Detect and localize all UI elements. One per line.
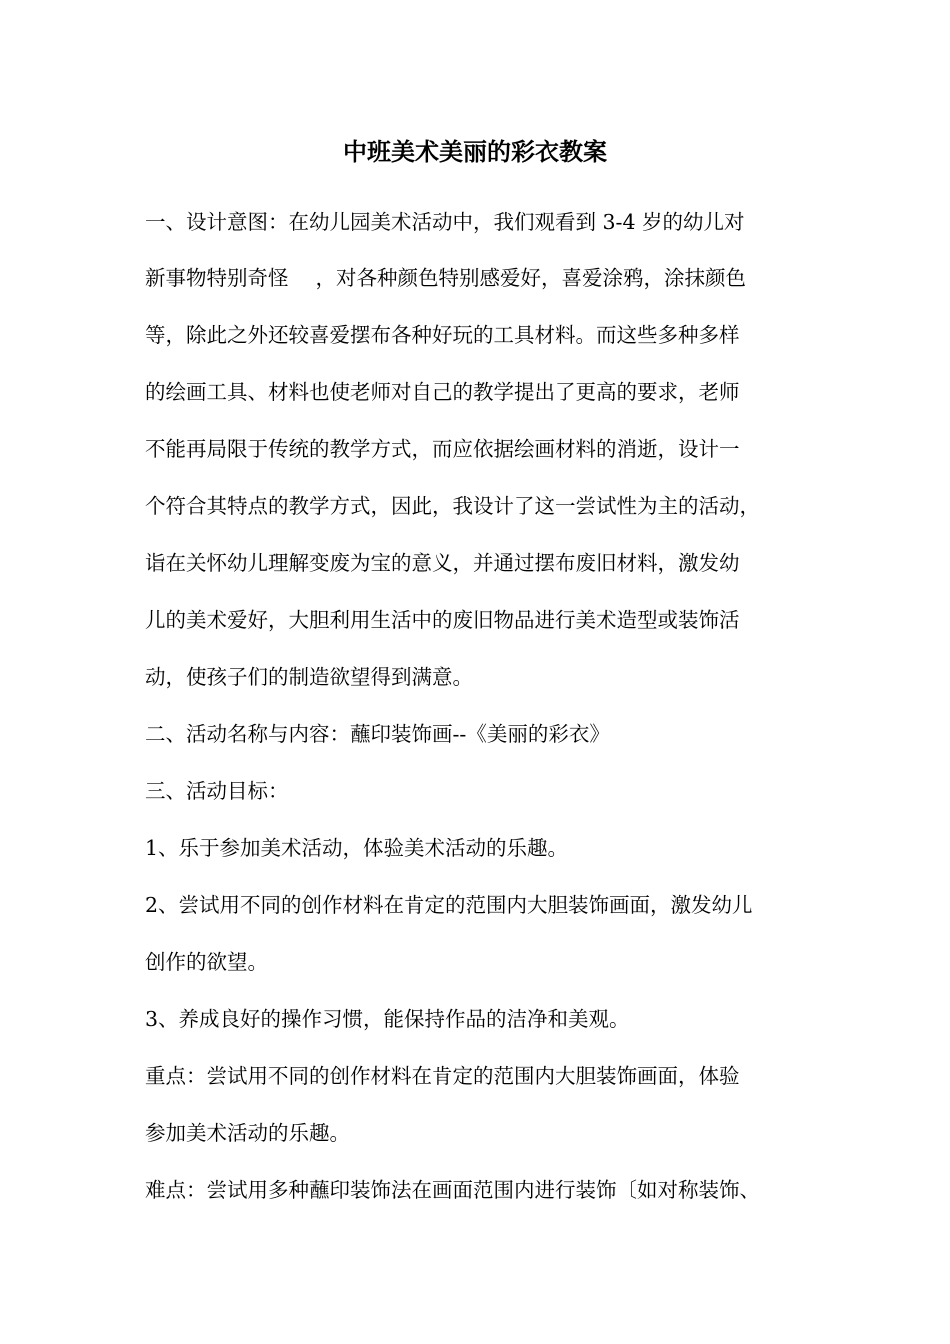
document-title: 中班美术美丽的彩衣教案	[343, 138, 607, 166]
body-line: 诣在关怀幼儿理解变废为宝的意义，并通过摆布废旧材料，激发幼	[145, 551, 740, 575]
difficult-point: 难点：尝试用多种蘸印装饰法在画面范围内进行装饰〔如对称装饰、	[145, 1178, 760, 1202]
body-line: 一、设计意图：在幼儿园美术活动中，我们观看到 3-4 岁的幼儿对	[145, 210, 745, 234]
section-heading-activity-name: 二、活动名称与内容：蘸印装饰画--《美丽的彩衣》	[145, 722, 610, 746]
objective-item: 1、乐于参加美术活动，体验美术活动的乐趣。	[145, 836, 569, 860]
body-line: 参加美术活动的乐趣。	[145, 1121, 350, 1145]
section-heading-objectives: 三、活动目标：	[145, 779, 289, 803]
body-line: 创作的欲望。	[145, 950, 268, 974]
objective-item: 3、养成良好的操作习惯，能保持作品的洁净和美观。	[145, 1007, 630, 1031]
body-line: 等，除此之外还较喜爱摆布各种好玩的工具材料。而这些多种多样	[145, 323, 740, 347]
body-line: 个符合其特点的教学方式，因此，我设计了这一尝试性为主的活动，	[145, 494, 760, 518]
key-point: 重点：尝试用不同的创作材料在肯定的范围内大胆装饰画面，体验	[145, 1064, 740, 1088]
body-line: 动，使孩子们的制造欲望得到满意。	[145, 665, 473, 689]
body-line: 不能再局限于传统的教学方式，而应依据绘画材料的消逝，设计一	[145, 437, 740, 461]
body-line: 新事物特别奇怪 ，对各种颜色特别感爱好，喜爱涂鸦，涂抹颜色	[145, 266, 747, 290]
body-line: 的绘画工具、材料也使老师对自己的教学提出了更高的要求，老师	[145, 380, 740, 404]
objective-item: 2、尝试用不同的创作材料在肯定的范围内大胆装饰画面，激发幼儿	[145, 893, 753, 917]
body-line: 儿的美术爱好，大胆利用生活中的废旧物品进行美术造型或装饰活	[145, 608, 740, 632]
